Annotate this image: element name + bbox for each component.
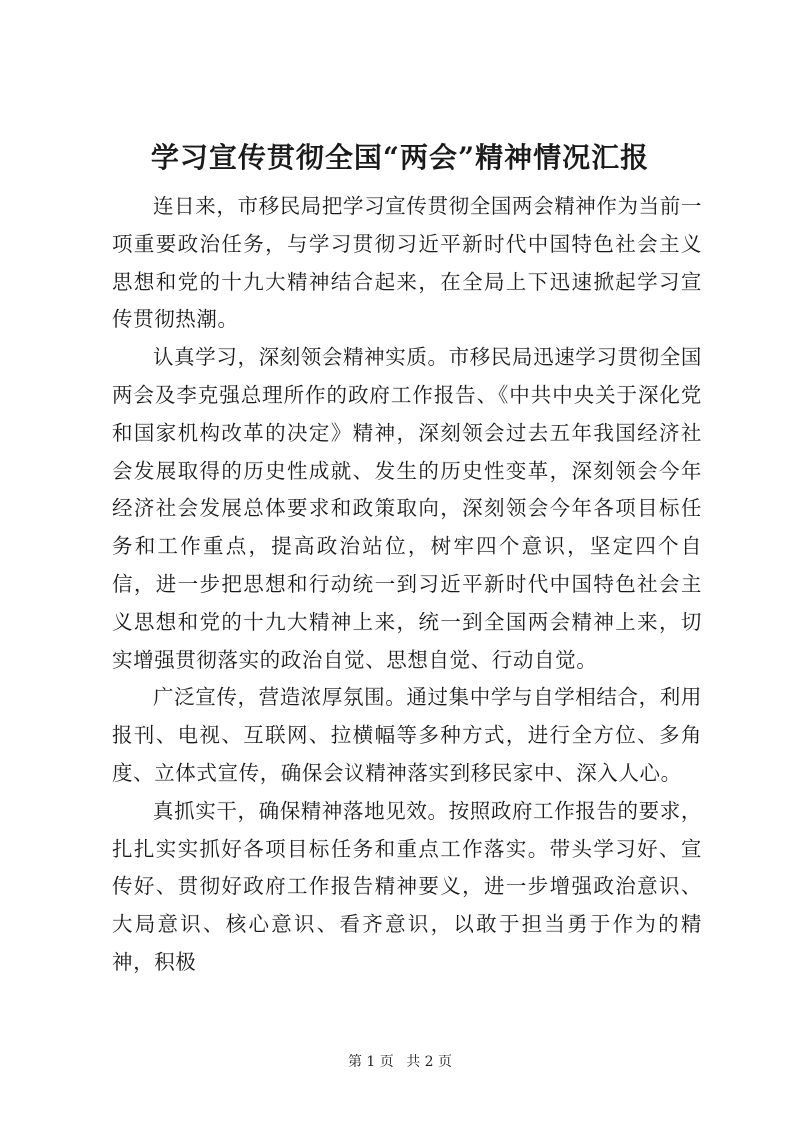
page-number: 第 1 页 <box>347 1054 394 1070</box>
paragraph-intro: 连日来，市移民局把学习宣传贯彻全国两会精神作为当前一项重要政治任务，与学习贯彻习近平新时代中国特色社会主义思想和党的十九大精神结合起来，在全局上下迅速掀起学习宣传贯彻热潮。 <box>112 194 702 332</box>
document-title: 学习宣传贯彻全国“两会”精神情况汇报 <box>150 141 650 174</box>
page-footer <box>0 1052 800 1072</box>
document-body <box>112 188 702 982</box>
paragraph-implementation: 真抓实干，确保精神落地见效。按照政府工作报告的要求，扎扎实实抓好各项目标任务和重点工作落实。带头学习好、宣传好、贯彻好政府工作报告精神要义，进一步增强政治意识、大局意识、核心意识、看齐意识，以敢于担当勇于作为的精神，积极 <box>112 798 702 974</box>
paragraph-study: 认真学习，深刻领会精神实质。市移民局迅速学习贯彻全国两会及李克强总理所作的政府工作报告、《中共中央关于深化党和国家机构改革的决定》精神，深刻领会过去五年我国经济社会发展取得的历史性成就、发生的历史性变革，深刻领会今年经济社会发展总体要求和政策取向，深刻领会今年各项目标任务和工作重点，提高政治站位，树牢四个意识，坚定四个自信，进一步把思想和行动统一到习近平新时代中国特色社会主义思想和党的十九大精神上来，统一到全国两会精神上来，切实增强贯彻落实的政治自觉、思想自觉、行动自觉。 <box>112 345 702 672</box>
page-total: 共 2 页 <box>406 1054 453 1070</box>
paragraph-publicity: 广泛宣传，营造浓厚氛围。通过集中学与自学相结合，利用报刊、电视、互联网、拉横幅等多种方式，进行全方位、多角度、立体式宣传，确保会议精神落实到移民家中、深入人心。 <box>112 685 702 785</box>
